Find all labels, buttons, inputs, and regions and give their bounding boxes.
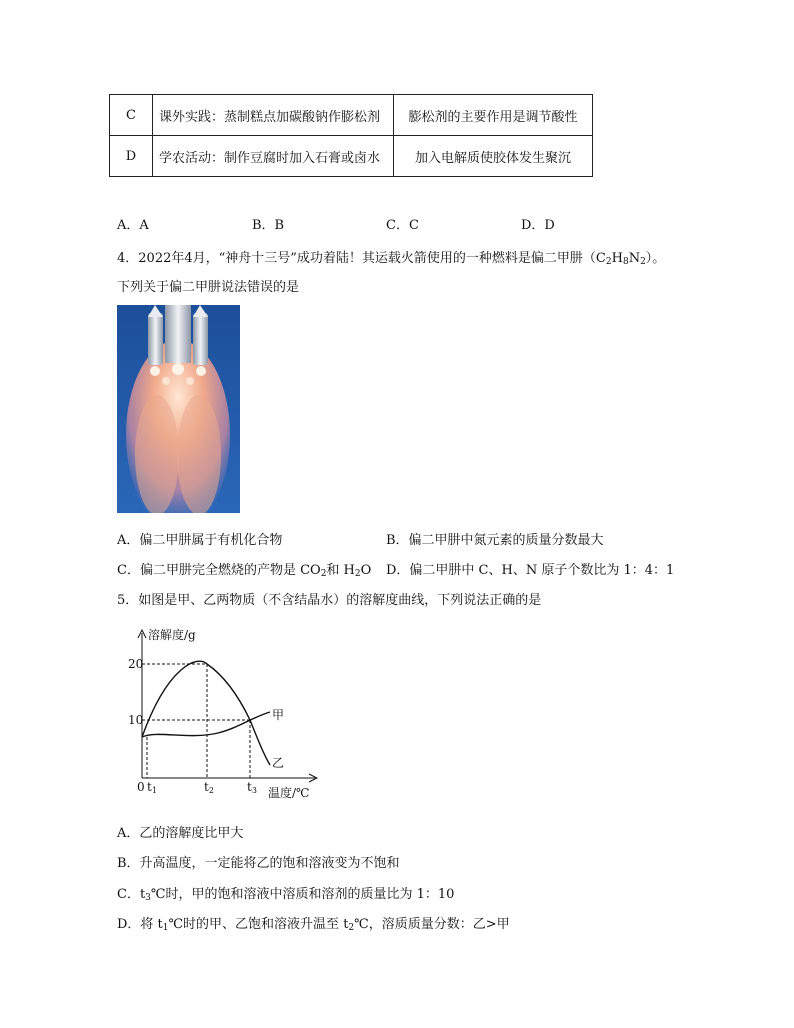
q3-choice-a: A．A [117, 218, 149, 233]
row-explanation: 加入电解质使胶体发生聚沉 [394, 136, 593, 177]
q5-stem: 5．如图是甲、乙两物质（不含结晶水）的溶解度曲线，下列说法正确的是 [117, 593, 542, 608]
series-label-yi: 乙 [272, 756, 285, 770]
options-table [109, 94, 593, 177]
q3-choice-b: B．B [252, 218, 285, 233]
series-label-jia: 甲 [272, 708, 285, 722]
q5-choice-c: C．$t_3℃$时，甲的饱和溶液中溶质和溶剂的质量比为 1：10 [117, 887, 455, 903]
y-tick-10: 10 [128, 713, 144, 727]
q3-choice-c: C．C [386, 218, 419, 233]
q4-choice-a: A．偏二甲肼属于有机化合物 [117, 533, 283, 548]
q5-choice-a: A．乙的溶解度比甲大 [117, 826, 244, 841]
q3-choice-d: D．D [521, 218, 555, 233]
q5-choice-d: D．将 $t_1℃$时的甲、乙饱和溶液升温至 $t_2℃$，溶质质量分数：乙>甲 [117, 917, 510, 933]
y-tick-20: 20 [128, 657, 144, 671]
q4-choice-d: D．偏二甲肼中 C、H、N 原子个数比为 1：4：1 [386, 563, 675, 578]
x-tick-t1: t1 [147, 780, 157, 795]
row-explanation: 膨松剂的主要作用是调节酸性 [394, 95, 593, 136]
table-row [110, 136, 593, 177]
q5-choice-b: B．升高温度，一定能将乙的饱和溶液变为不饱和 [117, 856, 400, 871]
x-axis-label: 温度/℃ [268, 786, 310, 800]
rocket-launch-image [117, 305, 240, 513]
series-jia-curve [142, 712, 270, 737]
q4-stem-line2: 下列关于偏二甲肼说法错误的是 [117, 280, 300, 295]
x-tick-t2: t2 [204, 780, 214, 795]
y-axis-label: 溶解度/g [148, 628, 196, 642]
rocket-illustration [117, 305, 240, 513]
row-activity: 课外实践：蒸制糕点加碳酸钠作膨松剂 [153, 95, 394, 136]
x-tick-t3: t3 [247, 780, 257, 795]
row-letter: C [110, 95, 153, 136]
solubility-chart [128, 625, 328, 805]
series-yi-curve [142, 661, 270, 765]
row-activity: 学农活动：制作豆腐时加入石膏或卤水 [153, 136, 394, 177]
q4-choice-b: B．偏二甲肼中氮元素的质量分数最大 [386, 533, 604, 548]
row-letter: D [110, 136, 153, 177]
q4-stem-line1: 4．2022年4月，“神舟十三号”成功着陆！其运载火箭使用的一种燃料是偏二甲肼$(C_2H_8N_2)$。 [117, 251, 666, 267]
table-row [110, 95, 593, 136]
q4-choice-c: C．偏二甲肼完全燃烧的产物是 $CO_2$和 $H_2O$ [117, 563, 372, 579]
origin-label: 0 [137, 780, 145, 794]
